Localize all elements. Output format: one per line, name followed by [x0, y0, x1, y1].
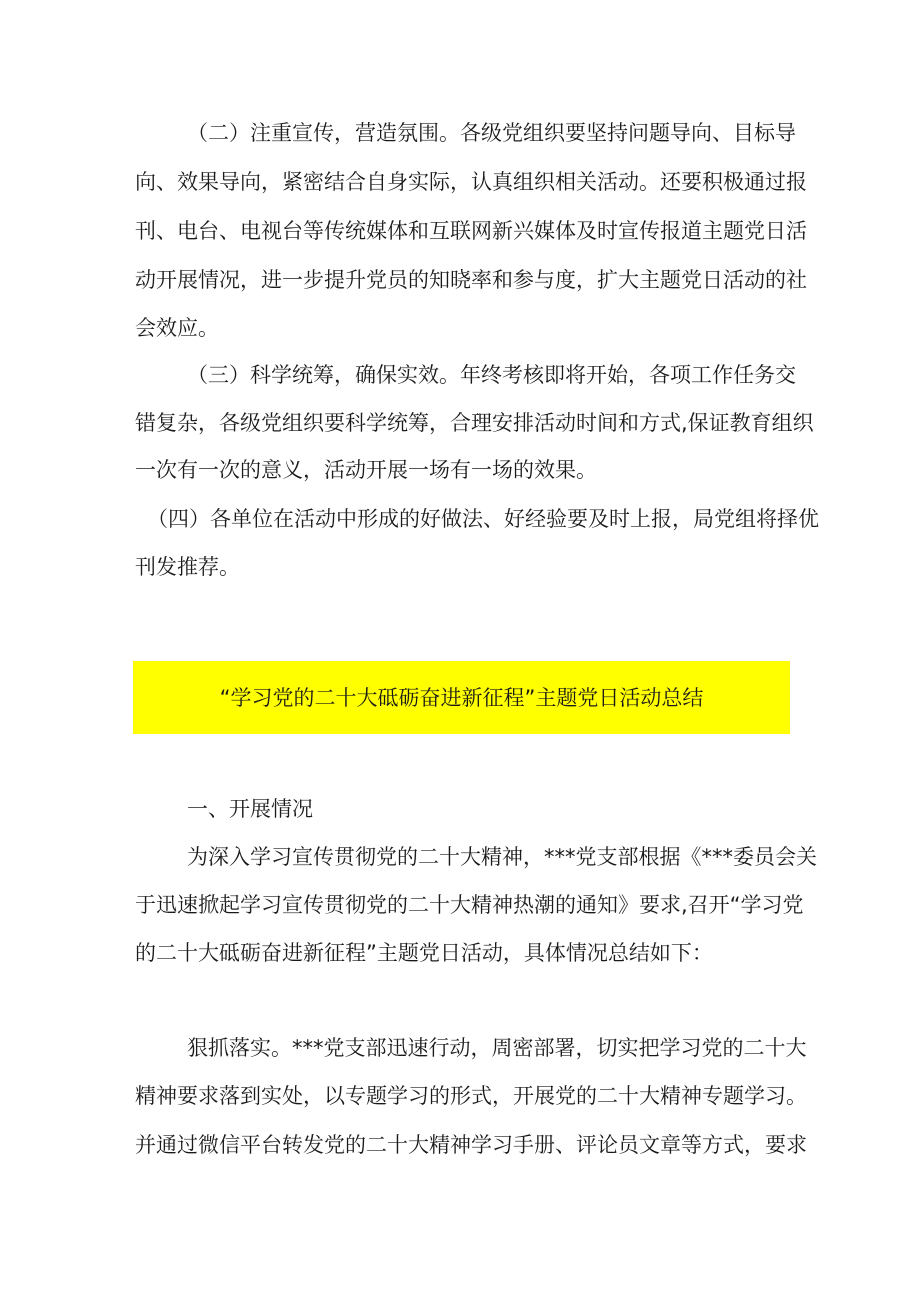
- paragraph-line: 刊发推荐。: [135, 555, 240, 579]
- paragraph-line: 会效应。: [135, 316, 219, 340]
- paragraph-line: 的二十大砥砺奋进新征程”主题党日活动，具体情况总结如下：: [135, 941, 713, 965]
- paragraph-line: 向、效果导向，紧密结合自身实际，认真组织相关活动。还要积极通过报: [135, 170, 807, 194]
- paragraph-line: 狠抓落实。***党支部迅速行动，周密部署，切实把学习党的二十大: [187, 1036, 807, 1060]
- paragraph-line: 为深入学习宣传贯彻党的二十大精神，***党支部根据《***委员会关: [187, 845, 817, 869]
- paragraph-line: （四）各单位在活动中形成的好做法、好经验要及时上报，局党组将择优: [147, 507, 819, 531]
- paragraph-line: 一次有一次的意义，活动开展一场有一场的效果。: [135, 458, 597, 482]
- paragraph-line: 刊、电台、电视台等传统媒体和互联网新兴媒体及时宣传报道主题党日活: [135, 219, 807, 243]
- paragraph-line: （二）注重宣传，营造氛围。各级党组织要坚持问题导向、目标导: [187, 121, 796, 145]
- paragraph-line: 动开展情况，进一步提升党员的知晓率和参与度，扩大主题党日活动的社: [135, 268, 807, 292]
- summary-title-banner: [133, 661, 790, 734]
- paragraph-line: 于迅速掀起学习宣传贯彻党的二十大精神热潮的通知》要求,召开“学习党: [135, 893, 804, 917]
- paragraph-line: 精神要求落到实处，以专题学习的形式，开展党的二十大精神专题学习。: [135, 1084, 807, 1108]
- paragraph-line: 并通过微信平台转发党的二十大精神学习手册、评论员文章等方式，要求: [135, 1133, 807, 1157]
- paragraph-line: 错复杂，各级党组织要科学统筹，合理安排活动时间和方式,保证教育组织: [135, 411, 814, 435]
- section-heading: 一、开展情况: [187, 797, 313, 821]
- paragraph-line: （三）科学统筹，确保实效。年终考核即将开始，各项工作任务交: [187, 363, 796, 387]
- summary-title: “学习党的二十大砥砺奋进新征程”主题党日活动总结: [219, 686, 704, 710]
